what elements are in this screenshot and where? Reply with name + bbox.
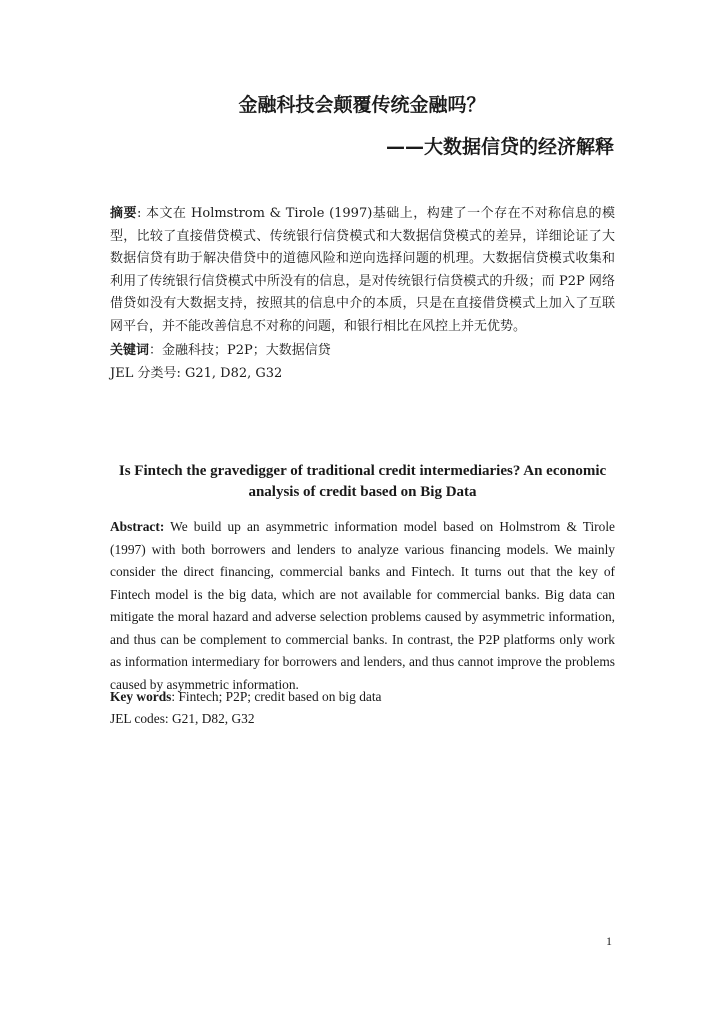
english-abstract xyxy=(110,516,615,696)
chinese-jel-codes: JEL 分类号: G21, D82, G32 xyxy=(110,366,283,381)
english-keywords-text: : Fintech; P2P; credit based on big data xyxy=(171,689,382,704)
chinese-keywords-text: ：金融科技；P2P；大数据信贷 xyxy=(149,343,331,358)
english-keywords-label: Key words xyxy=(110,689,172,704)
chinese-subtitle: ——大数据信贷的经济解释 xyxy=(385,136,614,158)
english-abstract-label: Abstract: xyxy=(110,519,165,534)
chinese-abstract-label: 摘要 xyxy=(110,206,137,221)
chinese-keywords-label: 关键词 xyxy=(110,343,150,358)
english-keywords xyxy=(110,686,382,708)
page-number: 1 xyxy=(606,934,612,948)
english-abstract-text: We build up an asymmetric information model based on Holmstrom & Tirole (1997) with both borrowers and lenders to analyze various financing models. We mainly consider the direct financing, commercial banks and Fintech. It turns out that the key of Fintech model is the big data, which are not available for commercial banks. Big data can mitigate the moral hazard and adverse selection problems caused by asymmetric information, and thus can be complement to commercial banks. In contrast, the P2P platforms only work as information intermediary for borrowers and lenders, and thus cannot improve the problems caused by asymmetric information. xyxy=(110,519,615,692)
chinese-abstract-text: : 本文在 Holmstrom & Tirole (1997)基础上，构建了一个存在不对称信息的模型，比较了直接借贷模式、传统银行信贷模式和大数据信贷模式的差异，详细论证了大数据信贷有助于解决借贷中的道德风险和逆向选择问题的机理。大数据信贷模式收集和利用了传统银行信贷模式中所没有的信息，是对传统银行信贷模式的升级；而 P2P 网络借贷如没有大数据支持，按照其的信息中介的本质，只是在直接借贷模式上加入了互联网平台，并不能改善信息不对称的问题，和银行相比在风控上并无优势。 xyxy=(110,206,615,334)
chinese-abstract xyxy=(110,203,615,338)
chinese-keywords xyxy=(110,340,331,362)
chinese-title: 金融科技会颠覆传统金融吗？ xyxy=(238,94,486,116)
english-title: Is Fintech the gravedigger of traditional credit intermediaries? An economic analysis of credit based on Big Data xyxy=(118,463,607,500)
english-jel-codes: JEL codes: G21, D82, G32 xyxy=(110,711,255,726)
